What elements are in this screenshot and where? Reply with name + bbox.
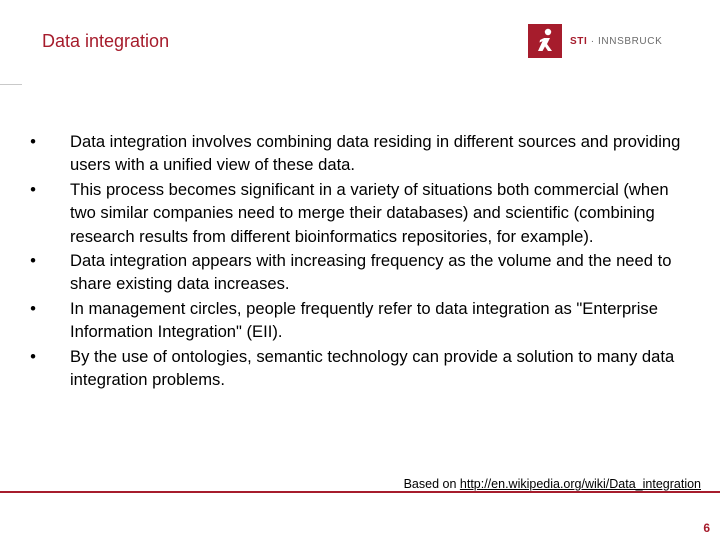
sti-innsbruck-logo-icon xyxy=(528,24,562,58)
logo-text-sti: STI xyxy=(570,35,588,47)
bullet-text: Data integration involves combining data residing in different sources and providing users with a unified view of these data. xyxy=(70,132,681,175)
bottom-divider xyxy=(0,491,720,493)
footnote xyxy=(404,477,701,491)
bullet-dot: • xyxy=(30,132,36,151)
bullet-dot: • xyxy=(30,346,36,366)
footnote-prefix: Based on xyxy=(403,477,460,491)
bullet-text: In management circles, people frequently refer to data integration as "Enterprise Information Integration" (EII). xyxy=(70,298,658,342)
sti-innsbruck-logo xyxy=(528,24,662,58)
slide-title: Data integration xyxy=(42,31,170,51)
bullet-item xyxy=(28,345,688,392)
bullet-item xyxy=(28,130,688,177)
bullet-dot: • xyxy=(30,251,36,271)
logo-text-innsbruck: INNSBRUCK xyxy=(598,35,663,47)
bullet-item xyxy=(28,297,688,344)
bullet-item xyxy=(28,249,688,296)
bullet-text: This process becomes significant in a variety of situations both commercial (when two similar companies need to merge their databases) and scientific (combining research results from different bioinformatics repositories, for example). xyxy=(70,179,669,246)
bullet-item xyxy=(28,178,688,248)
footnote-link[interactable]: http://en.wikipedia.org/wiki/Data_integration xyxy=(459,477,701,491)
logo-text xyxy=(570,36,662,47)
logo-text-separator: · xyxy=(587,35,599,47)
bullet-text: By the use of ontologies, semantic technology can provide a solution to many data integration problems. xyxy=(70,346,675,390)
bullet-text: Data integration appears with increasing frequency as the volume and the need to share existing data increases. xyxy=(70,251,672,294)
bullet-dot: • xyxy=(30,179,36,199)
page-number: 6 xyxy=(703,521,710,535)
bullet-list xyxy=(28,130,688,392)
top-divider xyxy=(0,84,22,85)
bullet-dot: • xyxy=(30,298,36,318)
